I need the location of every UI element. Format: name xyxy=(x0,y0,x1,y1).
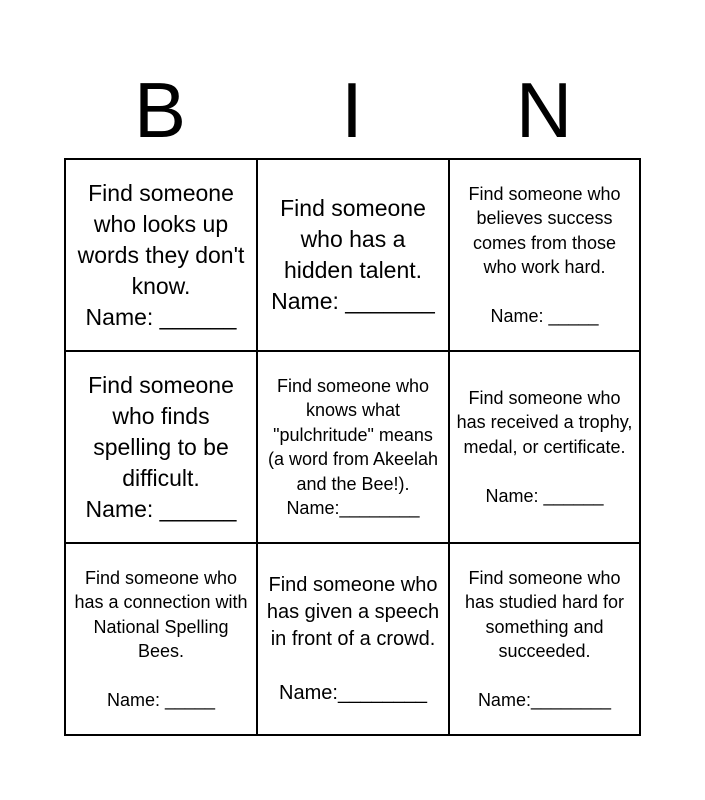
bingo-cell-5[interactable]: Find someone who knows what "pulchritude" means (a word from Akeelah and the Bee!). Name:________ xyxy=(258,352,450,544)
header-letter-i: I xyxy=(341,66,363,154)
bingo-cell-4[interactable]: Find someone who finds spelling to be difficult. Name: ______ xyxy=(66,352,258,544)
header-letter-b: B xyxy=(133,66,187,154)
bingo-cell-3[interactable]: Find someone who believes success comes from those who work hard. Name: _____ xyxy=(450,160,639,352)
bingo-cell-7[interactable]: Find someone who has a connection with National Spelling Bees. Name: _____ xyxy=(66,544,258,734)
bingo-cell-6[interactable]: Find someone who has received a trophy, medal, or certificate. Name: ______ xyxy=(450,352,639,544)
bingo-cell-2[interactable]: Find someone who has a hidden talent. Name: _______ xyxy=(258,160,450,352)
bingo-grid xyxy=(64,158,641,736)
bingo-cell-1[interactable]: Find someone who looks up words they don't know. Name: ______ xyxy=(66,160,258,352)
bingo-cell-9[interactable]: Find someone who has studied hard for something and succeeded. Name:________ xyxy=(464,567,625,710)
header-letter-n: N xyxy=(515,66,573,154)
bingo-cell-8[interactable]: Find someone who has given a speech in front of a crowd. Name:________ xyxy=(258,544,450,734)
